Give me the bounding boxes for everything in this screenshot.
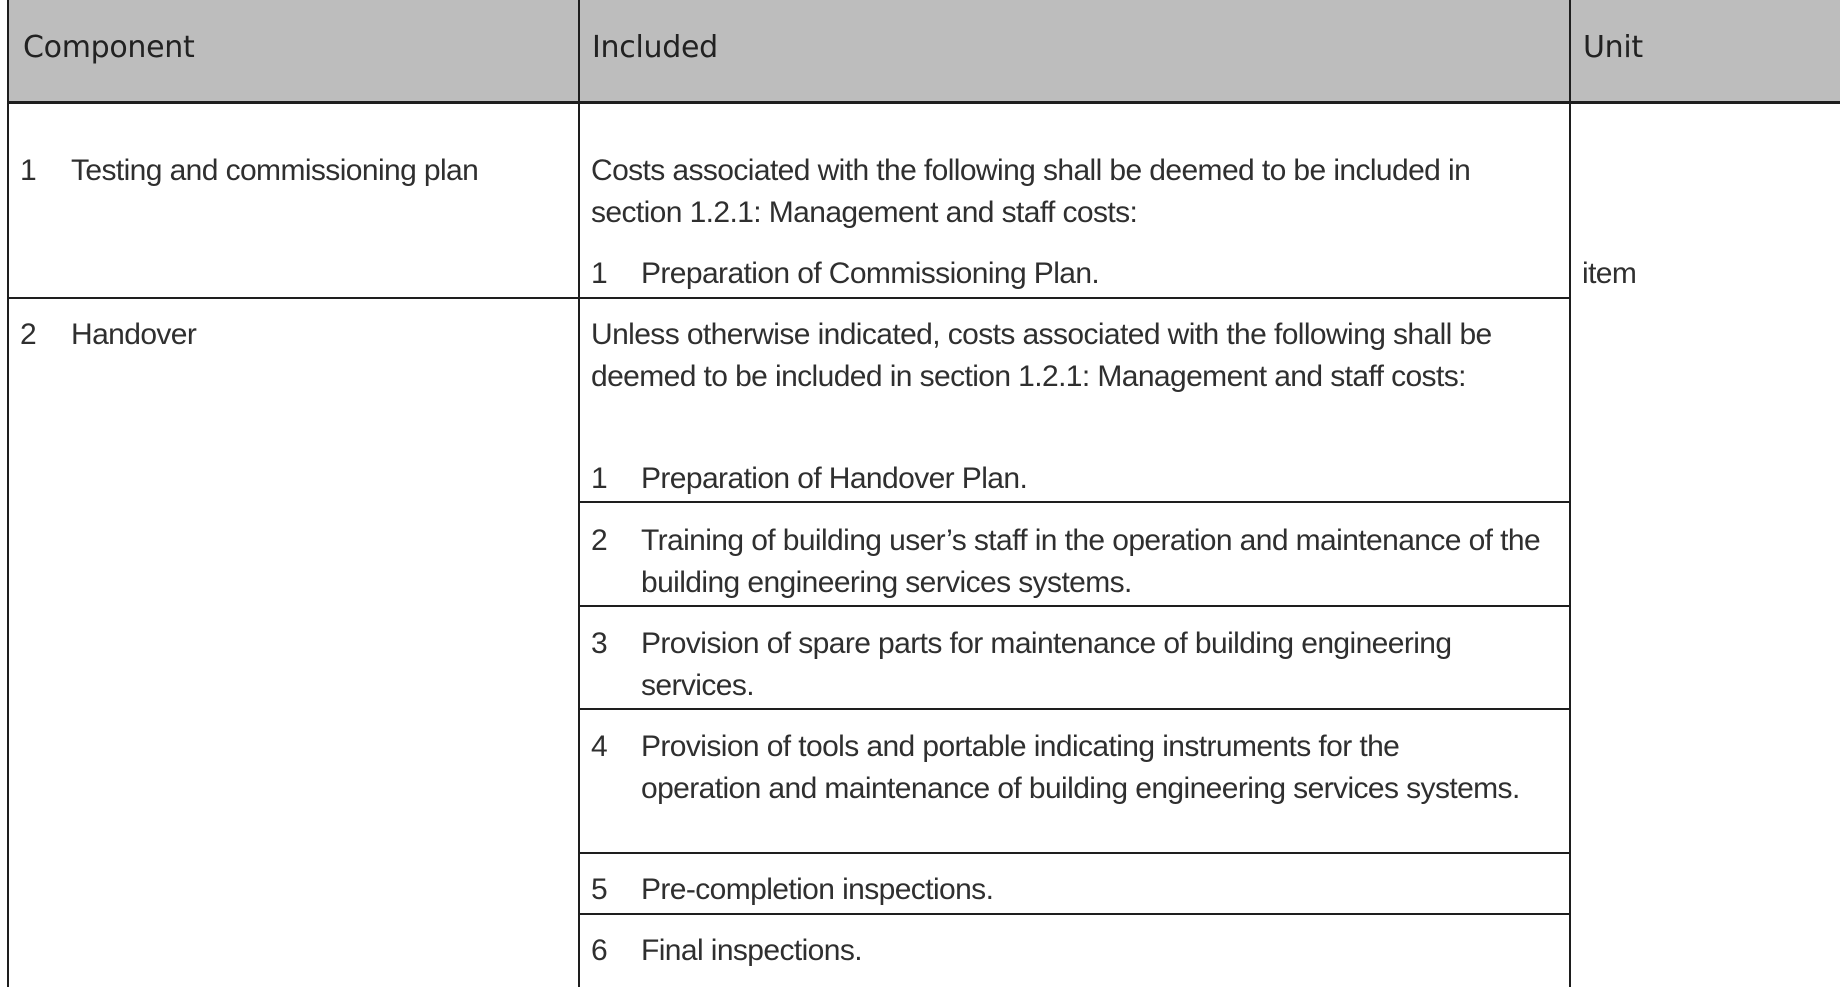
- included-item-number: 5: [591, 873, 608, 906]
- included-item-number: 1: [591, 462, 608, 495]
- header-unit: Unit: [1583, 30, 1643, 65]
- item-divider: [578, 501, 1571, 503]
- included-item-number: 1: [591, 257, 608, 290]
- item-divider: [578, 605, 1571, 607]
- included-item-text: Training of building user’s staff in the operation and maintenance of the building engineering services systems.: [641, 524, 1541, 599]
- table-border-left: [7, 0, 9, 987]
- included-item-text: Pre-completion inspections.: [641, 873, 994, 906]
- included-item-text: Preparation of Handover Plan.: [641, 462, 1028, 495]
- item-divider: [578, 852, 1571, 854]
- header-included: Included: [592, 30, 718, 65]
- header-bottom-border: [7, 101, 1840, 104]
- included-item-number: 6: [591, 934, 608, 967]
- component-number: 2: [20, 318, 37, 351]
- included-item-text: Preparation of Commissioning Plan.: [641, 257, 1100, 290]
- included-item-text: Final inspections.: [641, 934, 862, 967]
- included-intro: Unless otherwise indicated, costs associated with the following shall be deemed to be included in section 1.2.1: Management and staff costs:: [591, 318, 1492, 393]
- included-item-text: Provision of spare parts for maintenance of building engineering services.: [641, 627, 1452, 702]
- item-divider: [578, 913, 1571, 915]
- component-label: Handover: [71, 318, 197, 351]
- included-item-number: 3: [591, 627, 608, 660]
- row-1-bottom-border: [7, 297, 1571, 299]
- table-header: [8, 0, 1840, 103]
- included-item-text: Provision of tools and portable indicating instruments for the operation and maintenance of building engineering services systems.: [641, 730, 1520, 805]
- column-divider-unit: [1569, 0, 1571, 987]
- included-intro: Costs associated with the following shall be deemed to be included in section 1.2.1: Management and staff costs:: [591, 154, 1471, 229]
- included-item-number: 4: [591, 730, 608, 763]
- included-item-number: 2: [591, 524, 608, 557]
- unit-value: item: [1582, 257, 1637, 290]
- header-component: Component: [23, 30, 195, 65]
- item-divider: [578, 708, 1571, 710]
- column-divider-included: [578, 0, 580, 987]
- component-number: 1: [20, 154, 37, 187]
- component-label: Testing and commissioning plan: [71, 154, 479, 187]
